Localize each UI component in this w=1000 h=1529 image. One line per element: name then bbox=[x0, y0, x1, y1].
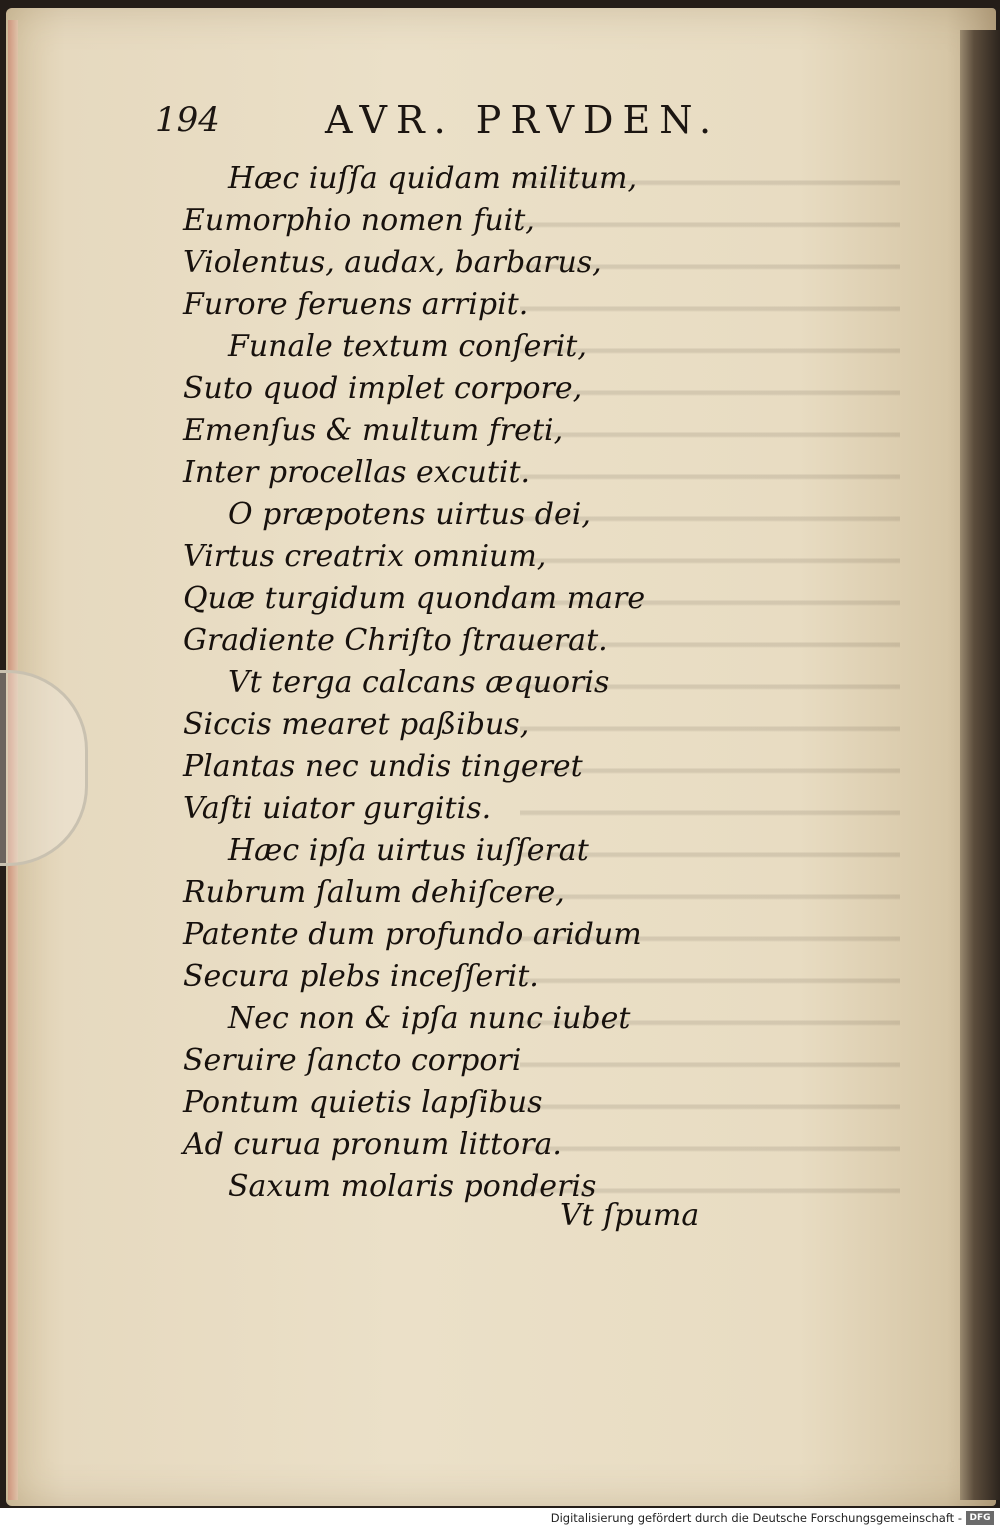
footer-credit: Digitalisierung gefördert durch die Deutsche Forschungsgemeinschaft - bbox=[550, 1511, 962, 1525]
page-header bbox=[155, 98, 795, 146]
poem-line: O præpotens uirtus dei, bbox=[228, 497, 591, 532]
poem-line: Plantas nec undis tingeret bbox=[183, 749, 583, 784]
poem-line: Quæ turgidum quondam mare bbox=[183, 581, 646, 616]
poem-line: Patente dum profundo aridum bbox=[183, 917, 642, 952]
poem-line: Hæc ipſa uirtus iuſſerat bbox=[228, 833, 589, 868]
poem-line: Hæc iuſſa quidam militum, bbox=[228, 161, 638, 196]
page-number: 194 bbox=[155, 100, 220, 140]
poem-line: Seruire ſancto corpori bbox=[183, 1043, 522, 1078]
poem-line: Violentus, audax, barbarus, bbox=[183, 245, 602, 280]
poem-line: Siccis mearet paßibus, bbox=[183, 707, 530, 742]
poem-line: Saxum molaris ponderis bbox=[228, 1169, 597, 1204]
poem-line: Funale textum conſerit, bbox=[228, 329, 587, 364]
footer-bar bbox=[0, 1508, 1000, 1529]
catchword: Vt ſpuma bbox=[560, 1198, 700, 1233]
dfg-logo-icon: DFG bbox=[966, 1511, 994, 1525]
poem-line: Secura plebs inceſſerit. bbox=[183, 959, 539, 994]
poem-line: Pontum quietis lapſibus bbox=[183, 1085, 543, 1120]
poem-line: Inter procellas excutit. bbox=[183, 455, 531, 490]
poem-line: Ad curua pronum littora. bbox=[183, 1127, 562, 1162]
poem-line: Nec non & ipſa nunc iubet bbox=[228, 1001, 631, 1036]
poem-line: Suto quod implet corpore, bbox=[183, 371, 583, 406]
poem-line: Gradiente Chriſto ſtrauerat. bbox=[183, 623, 608, 658]
poem-line: Eumorphio nomen fuit, bbox=[183, 203, 535, 238]
poem-line: Rubrum ſalum dehiſcere, bbox=[183, 875, 565, 910]
poem-text bbox=[183, 158, 703, 1208]
poem-line: Vaſti uiator gurgitis. bbox=[183, 791, 492, 826]
running-head: AVR. PRVDEN. bbox=[325, 98, 721, 142]
poem-line: Furore feruens arripit. bbox=[183, 287, 529, 322]
poem-line: Vt terga calcans æquoris bbox=[228, 665, 610, 700]
poem-line: Virtus creatrix omnium, bbox=[183, 539, 547, 574]
book-spine bbox=[960, 30, 1000, 1500]
poem-line: Emenſus & multum freti, bbox=[183, 413, 564, 448]
